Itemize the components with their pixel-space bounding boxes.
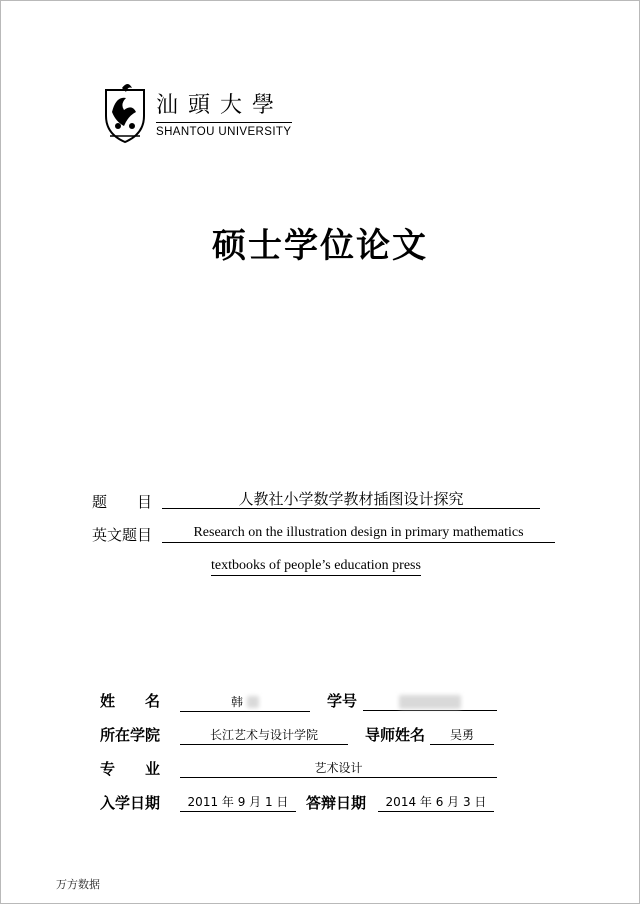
university-name-cn: 汕頭大學 — [156, 93, 285, 118]
university-emblem-icon — [98, 82, 152, 144]
student-id-label: 学号 — [327, 692, 358, 710]
enrollment-date-value: 2011 年 9 月 1 日 — [180, 793, 296, 812]
student-id-field — [363, 692, 497, 711]
defense-date-value: 2014 年 6 月 3 日 — [378, 793, 494, 812]
english-topic-line-1: Research on the illustration design in primary mathematics — [162, 524, 555, 543]
name-label: 姓 名 — [100, 692, 161, 710]
college-value: 长江艺术与设计学院 — [180, 726, 348, 745]
name-redaction — [247, 696, 259, 708]
topic-label: 题 目 — [92, 493, 153, 511]
footer-watermark: 万方数据 — [56, 878, 100, 891]
major-value: 艺术设计 — [180, 759, 497, 778]
name-field — [180, 692, 310, 712]
student-id-redaction — [399, 695, 461, 709]
university-logo — [98, 82, 298, 146]
defense-date-label: 答辩日期 — [306, 794, 367, 812]
topic-value: 人教社小学数学教材插图设计探究 — [162, 490, 540, 509]
thesis-title: 硕士学位论文 — [212, 226, 428, 266]
english-topic-label: 英文题目 — [92, 526, 153, 544]
enrollment-date-label: 入学日期 — [100, 794, 161, 812]
advisor-value: 吴勇 — [430, 726, 494, 745]
college-label: 所在学院 — [100, 726, 161, 744]
logo-divider — [156, 122, 292, 123]
english-topic-line-2: textbooks of people’s education press — [211, 557, 421, 576]
university-name-en: SHANTOU UNIVERSITY — [156, 126, 292, 138]
name-value: 韩 — [230, 695, 243, 709]
advisor-label: 导师姓名 — [365, 726, 426, 744]
major-label: 专 业 — [100, 760, 161, 778]
